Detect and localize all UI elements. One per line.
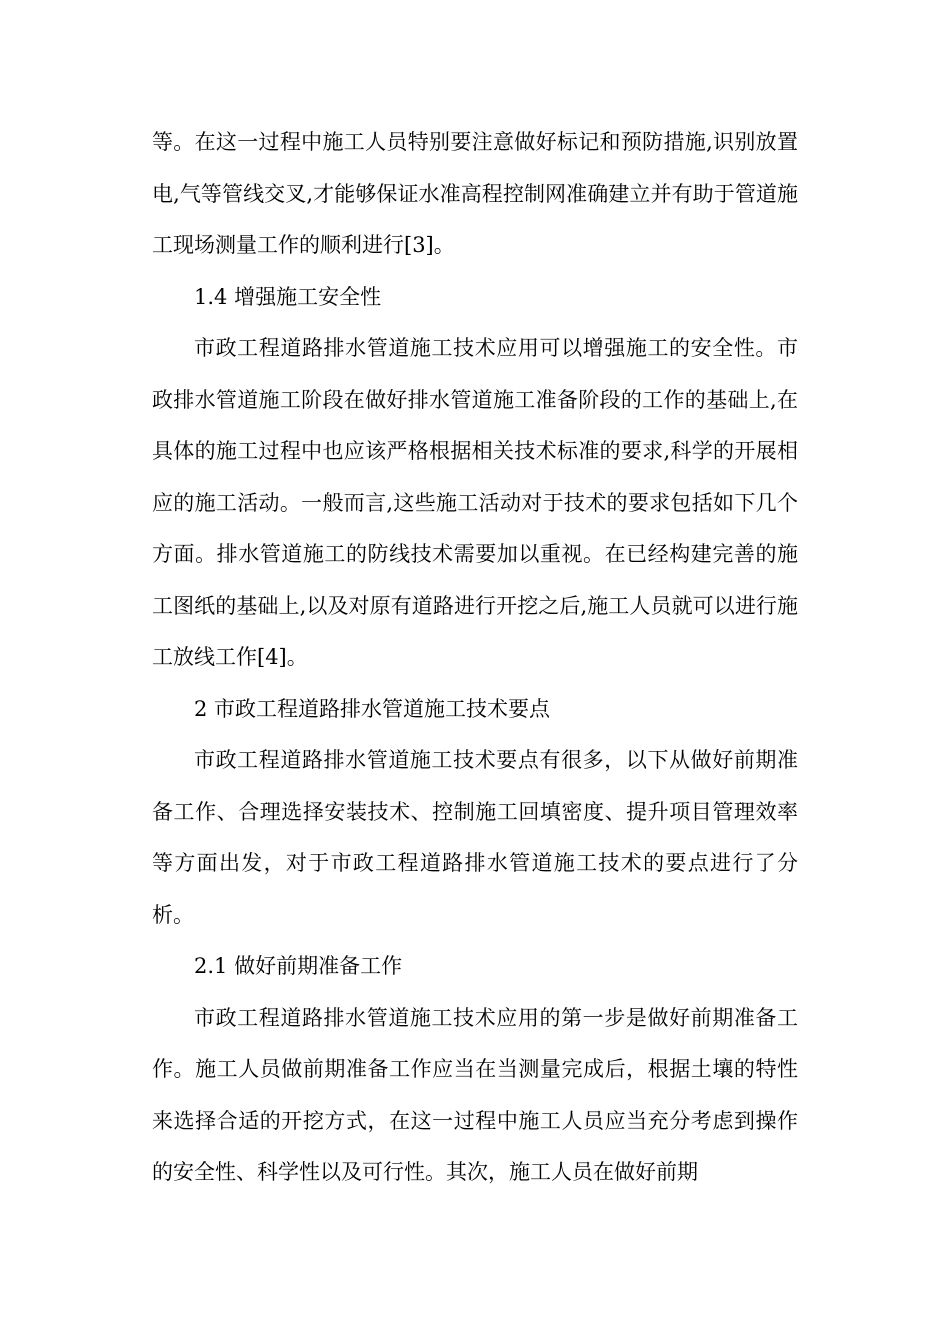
- section-heading-1-4: 1.4 增强施工安全性: [194, 284, 382, 309]
- paragraph-key-points: 市政工程道路排水管道施工技术要点有很多，以下从做好前期准备工作、合理选择安装技术、控制施工回填密度、提升项目管理效率等方面出发，对于市政工程道路排水管道施工技术的要点进行了分析。: [152, 748, 798, 927]
- paragraph-safety: 市政工程道路排水管道施工技术应用可以增强施工的安全性。市政排水管道施工阶段在做好排水管道施工准备阶段的工作的基础上,在具体的施工过程中也应该严格根据相关技术标准的要求,科学的开展相应的施工活动。一般而言,这些施工活动对于技术的要求包括如下几个方面。排水管道施工的防线技术需要加以重视。在已经构建完善的施工图纸的基础上,以及对原有道路进行开挖之后,施工人员就可以进行施工放线工作[4]。: [152, 336, 798, 669]
- section-heading-2-1: 2.1 做好前期准备工作: [194, 954, 403, 978]
- section-heading-2: 2 市政工程道路排水管道施工技术要点: [194, 696, 551, 721]
- paragraph-continuation: 等。在这一过程中施工人员特别要注意做好标记和预防措施,识别放置电,气等管线交叉,才能够保证水准高程控制网准确建立并有助于管道施工现场测量工作的顺利进行[3]。: [152, 130, 798, 257]
- document-body: [152, 117, 798, 1199]
- paragraph-preparation: 市政工程道路排水管道施工技术应用的第一步是做好前期准备工作。施工人员做前期准备工作应当在当测量完成后，根据土壤的特性来选择合适的开挖方式，在这一过程中施工人员应当充分考虑到操作的安全性、科学性以及可行性。其次，施工人员在做好前期: [152, 1005, 798, 1184]
